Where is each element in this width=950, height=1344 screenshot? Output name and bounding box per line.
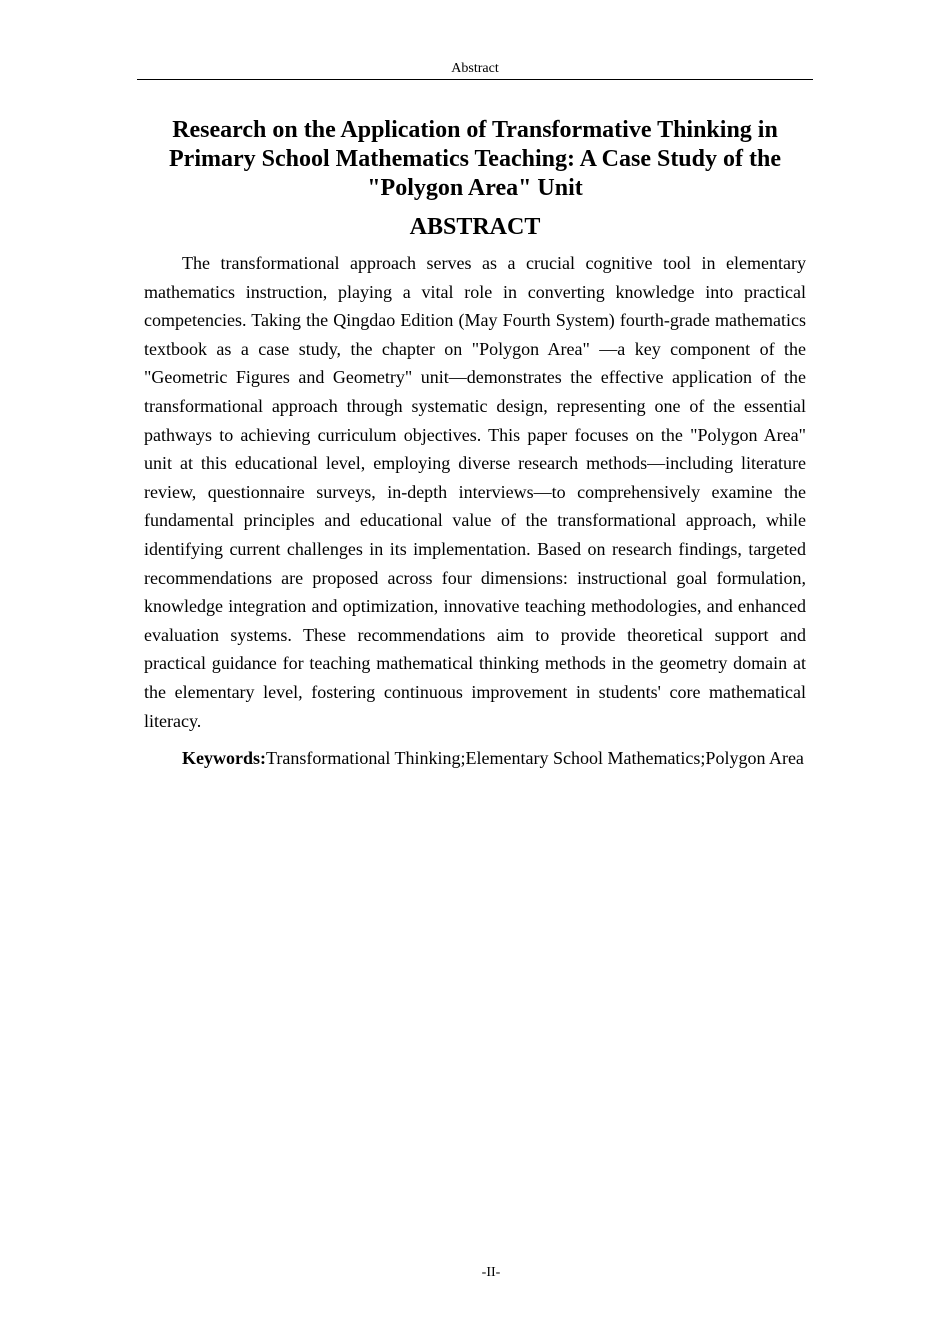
keywords-list: Transformational Thinking;Elementary School Mathematics;Polygon Area	[266, 748, 804, 768]
keywords-paragraph	[144, 744, 806, 773]
keywords-label: Keywords:	[182, 748, 266, 768]
paper-title: Research on the Application of Transformative Thinking in Primary School Mathematics Teaching: A Case Study of the "Polygon Area" Unit	[169, 117, 781, 201]
abstract-body: The transformational approach serves as a crucial cognitive tool in elementary mathematics instruction, playing a vital role in converting knowledge into practical competencies. Taking the Qingdao Edition (May Fourth System) fourth-grade mathematics textbook as a case study, the chapter on "Polygon Area" —a key component of the "Geometric Figures and Geometry" unit—demonstrates the effective application of the transformational approach through systematic design, representing one of the essential pathways to achieving curriculum objectives. This paper focuses on the "Polygon Area" unit at this educational level, employing diverse research methods—including literature review, questionnaire surveys, in-depth interviews—to comprehensively examine the fundamental principles and educational value of the transformational approach, while identifying current challenges in its implementation. Based on research findings, targeted recommendations are proposed across four dimensions: instructional goal formulation, knowledge integration and optimization, innovative teaching methodologies, and enhanced evaluation systems. These recommendations aim to provide theoretical support and practical guidance for teaching mathematical thinking methods in the geometry domain at the elementary level, fostering continuous improvement in students' core mathematical literacy.	[144, 253, 806, 731]
abstract-heading: ABSTRACT	[409, 214, 541, 240]
page-number: -II-	[481, 1265, 501, 1280]
running-header: Abstract	[137, 60, 813, 80]
